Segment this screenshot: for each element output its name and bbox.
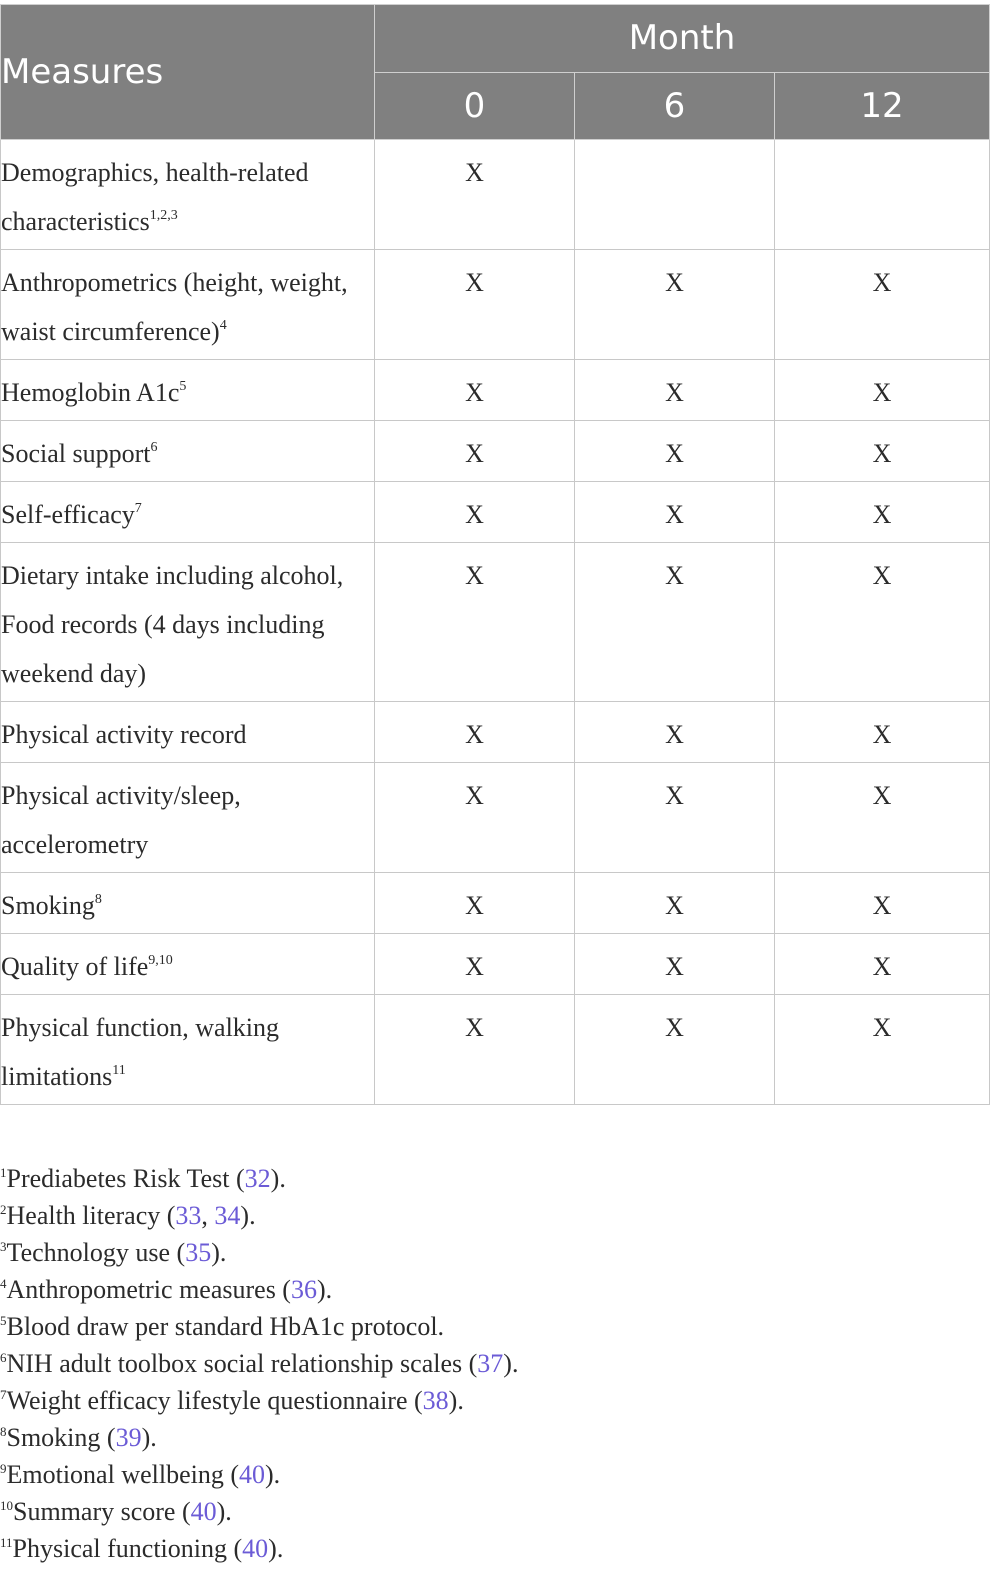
footnote-number: 10 (0, 1498, 13, 1513)
reference-link[interactable]: 33 (175, 1201, 202, 1230)
footnote-end: ). (270, 1164, 286, 1193)
month-column-group-header: Month (375, 5, 990, 73)
table-row (1, 702, 990, 763)
measure-label: Smoking (1, 891, 95, 920)
reference-link[interactable]: 39 (115, 1423, 142, 1452)
reference-link[interactable]: 35 (185, 1238, 212, 1267)
month-12-mark-cell: X (775, 934, 990, 995)
table-row (1, 543, 990, 702)
table-row (1, 421, 990, 482)
month-6-mark-cell: X (575, 702, 775, 763)
footnote-line (0, 1308, 989, 1345)
month-6-mark-cell: X (575, 360, 775, 421)
table-row (1, 995, 990, 1105)
month-0-mark-cell: X (375, 934, 575, 995)
footnote-end: ). (211, 1238, 227, 1267)
month-0-mark-cell: X (375, 995, 575, 1105)
footnote-text: Summary score ( (13, 1497, 191, 1526)
table-row (1, 873, 990, 934)
measure-cell (1, 543, 375, 702)
footnote-text: Blood draw per standard HbA1c protocol. (6, 1312, 445, 1341)
footnote-marker: 1,2,3 (149, 208, 178, 223)
measure-cell (1, 421, 375, 482)
table-footnotes (0, 1160, 989, 1567)
measure-cell (1, 702, 375, 763)
table-row (1, 360, 990, 421)
footnote-end: ). (216, 1497, 232, 1526)
month-12-mark-cell: X (775, 250, 990, 360)
measure-label: Demographics, health-related characteristics (1, 158, 309, 236)
month-0-mark-cell: X (375, 482, 575, 543)
month-0-mark-cell: X (375, 702, 575, 763)
footnote-line (0, 1345, 989, 1382)
footnote-number: 2 (0, 1202, 7, 1217)
table-header (1, 5, 990, 140)
footnote-number: 8 (0, 1424, 7, 1439)
reference-link[interactable]: 40 (242, 1534, 269, 1563)
footnote-end: ). (316, 1275, 333, 1304)
measure-cell (1, 763, 375, 873)
footnote-line (0, 1271, 989, 1308)
measure-label: Anthropometrics (height, weight, waist circumference) (1, 268, 348, 346)
measure-label: Physical activity record (1, 720, 247, 749)
month-6-mark-cell: X (575, 763, 775, 873)
measure-cell (1, 140, 375, 250)
footnote-line (0, 1493, 989, 1530)
footnote-marker: 7 (134, 501, 142, 516)
footnote-marker: 4 (219, 318, 227, 333)
reference-link[interactable]: 36 (290, 1275, 317, 1304)
footnote-end: ). (240, 1201, 256, 1230)
footnote-text: Health literacy ( (6, 1201, 176, 1230)
table-row (1, 482, 990, 543)
month-0-mark-cell: X (375, 543, 575, 702)
month-6-mark-cell: X (575, 995, 775, 1105)
footnote-marker: 6 (150, 440, 158, 455)
footnote-text: Technology use ( (6, 1238, 186, 1267)
measure-label: Hemoglobin A1c (1, 378, 180, 407)
month-0-mark-cell: X (375, 421, 575, 482)
reference-link[interactable]: 38 (422, 1386, 449, 1415)
footnote-marker: 9,10 (148, 953, 173, 968)
footnote-line (0, 1419, 989, 1456)
reference-link[interactable]: 34 (214, 1201, 241, 1230)
month-0-mark-cell: X (375, 250, 575, 360)
footnote-marker: 11 (112, 1063, 126, 1078)
measure-label: Quality of life (1, 952, 149, 981)
month-0-mark-cell: X (375, 873, 575, 934)
footnote-number: 5 (0, 1313, 7, 1328)
reference-link[interactable]: 32 (244, 1164, 271, 1193)
month-6-mark-cell: X (575, 873, 775, 934)
month-12-mark-cell: X (775, 702, 990, 763)
month-6-mark-cell: X (575, 934, 775, 995)
measure-cell (1, 995, 375, 1105)
reference-link[interactable]: 40 (190, 1497, 217, 1526)
month-0-mark-cell: X (375, 360, 575, 421)
footnote-text: Physical functioning ( (12, 1534, 243, 1563)
reference-link[interactable]: 37 (477, 1349, 504, 1378)
footnote-text: Weight efficacy lifestyle questionnaire ( (6, 1386, 423, 1415)
footnote-number: 7 (0, 1387, 7, 1402)
reference-link[interactable]: 40 (239, 1460, 266, 1489)
footnote-text: Smoking ( (6, 1423, 116, 1452)
footnote-text: Emotional wellbeing ( (6, 1460, 240, 1489)
footnote-end: ). (448, 1386, 464, 1415)
footnote-marker: 8 (94, 892, 102, 907)
footnote-line (0, 1530, 989, 1567)
month-12-mark-cell: X (775, 995, 990, 1105)
month-0-header: 0 (375, 72, 575, 140)
month-6-mark-cell (575, 140, 775, 250)
measure-cell (1, 934, 375, 995)
footnote-number: 1 (0, 1165, 7, 1180)
footnote-text: Prediabetes Risk Test ( (6, 1164, 245, 1193)
footnote-end: ). (268, 1534, 284, 1563)
month-6-mark-cell: X (575, 421, 775, 482)
month-6-header: 6 (575, 72, 775, 140)
month-12-mark-cell: X (775, 763, 990, 873)
month-12-mark-cell: X (775, 482, 990, 543)
footnote-text: Anthropometric measures ( (6, 1275, 291, 1304)
month-6-mark-cell: X (575, 250, 775, 360)
footnote-marker: 5 (179, 379, 187, 394)
footnote-number: 6 (0, 1350, 7, 1365)
month-0-mark-cell: X (375, 140, 575, 250)
measure-label: Physical activity/sleep, accelerometry (1, 781, 241, 859)
table-row (1, 763, 990, 873)
month-12-mark-cell: X (775, 543, 990, 702)
footnote-end: ). (503, 1349, 519, 1378)
footnote-number: 4 (0, 1276, 7, 1291)
footnote-number: 3 (0, 1239, 7, 1254)
measure-cell (1, 360, 375, 421)
measure-cell (1, 482, 375, 543)
footnote-text: NIH adult toolbox social relationship scales ( (6, 1349, 478, 1378)
footnote-number: 11 (0, 1535, 13, 1550)
footnote-number: 9 (0, 1461, 7, 1476)
footnote-line (0, 1234, 989, 1271)
measure-label: Social support (1, 439, 151, 468)
footnote-end: ). (141, 1423, 157, 1452)
footnote-end: ). (265, 1460, 281, 1489)
month-6-mark-cell: X (575, 543, 775, 702)
measures-schedule-table (0, 4, 990, 1105)
month-12-mark-cell: X (775, 873, 990, 934)
footnote-line (0, 1160, 989, 1197)
table-row (1, 250, 990, 360)
footnote-line (0, 1456, 989, 1493)
measure-label: Self-efficacy (1, 500, 135, 529)
month-12-mark-cell: X (775, 360, 990, 421)
month-12-mark-cell (775, 140, 990, 250)
month-0-mark-cell: X (375, 763, 575, 873)
month-12-mark-cell: X (775, 421, 990, 482)
table-body (1, 140, 990, 1105)
measure-label: Dietary intake including alcohol, Food records (4 days including weekend day) (1, 561, 344, 688)
table-row (1, 140, 990, 250)
measure-cell (1, 250, 375, 360)
measure-label: Physical function, walking limitations (1, 1013, 280, 1091)
month-12-header: 12 (775, 72, 990, 140)
footnote-line (0, 1382, 989, 1419)
table-row (1, 934, 990, 995)
footnote-line: $^2$Health literacy (33, 34). (0, 1201, 256, 1230)
month-6-mark-cell: X (575, 482, 775, 543)
measure-cell (1, 873, 375, 934)
measures-column-header: Measures (1, 5, 375, 140)
